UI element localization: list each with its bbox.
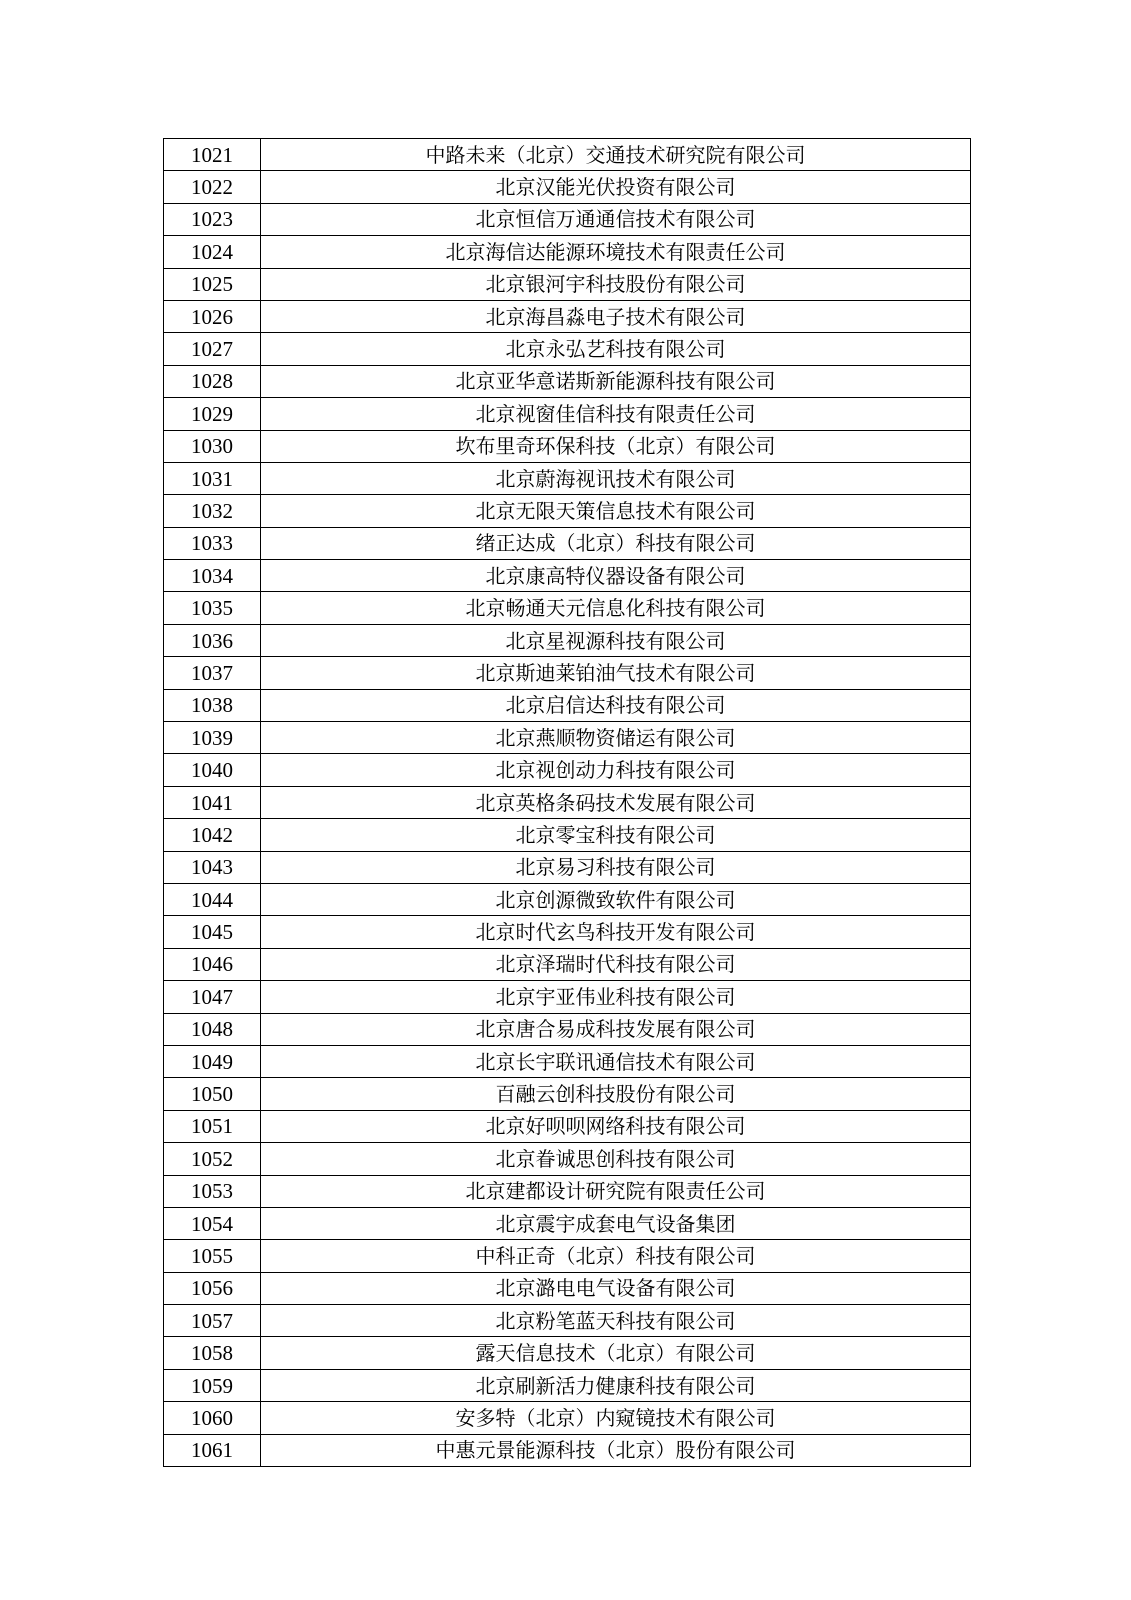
- company-name: 北京燕顺物资储运有限公司: [261, 722, 971, 754]
- company-name: 北京海信达能源环境技术有限责任公司: [261, 236, 971, 268]
- row-number: 1023: [164, 203, 261, 235]
- company-name: 北京长宇联讯通信技术有限公司: [261, 1045, 971, 1077]
- table-row: [164, 948, 971, 980]
- row-number: 1022: [164, 171, 261, 203]
- company-name: 中惠元景能源科技（北京）股份有限公司: [261, 1434, 971, 1466]
- table-row: [164, 786, 971, 818]
- row-number: 1061: [164, 1434, 261, 1466]
- company-name: 安多特（北京）内窥镜技术有限公司: [261, 1402, 971, 1434]
- company-list-table: [163, 138, 971, 1467]
- table-row: [164, 300, 971, 332]
- table-row: [164, 1175, 971, 1207]
- table-row: [164, 1240, 971, 1272]
- table-row: [164, 1045, 971, 1077]
- company-name: 坎布里奇环保科技（北京）有限公司: [261, 430, 971, 462]
- company-name: 北京刷新活力健康科技有限公司: [261, 1369, 971, 1401]
- table-row: [164, 1143, 971, 1175]
- table-row: [164, 203, 971, 235]
- table-row: [164, 722, 971, 754]
- row-number: 1041: [164, 786, 261, 818]
- row-number: 1044: [164, 883, 261, 915]
- company-name: 北京视窗佳信科技有限责任公司: [261, 398, 971, 430]
- row-number: 1025: [164, 268, 261, 300]
- table-row: [164, 268, 971, 300]
- row-number: 1054: [164, 1207, 261, 1239]
- table-row: [164, 916, 971, 948]
- company-name: 北京亚华意诺斯新能源科技有限公司: [261, 365, 971, 397]
- company-name: 北京视创动力科技有限公司: [261, 754, 971, 786]
- row-number: 1037: [164, 657, 261, 689]
- company-name: 北京唐合易成科技发展有限公司: [261, 1013, 971, 1045]
- company-name: 北京海昌淼电子技术有限公司: [261, 300, 971, 332]
- row-number: 1043: [164, 851, 261, 883]
- row-number: 1055: [164, 1240, 261, 1272]
- table-row: [164, 883, 971, 915]
- company-name: 北京康高特仪器设备有限公司: [261, 560, 971, 592]
- company-list-table-container: [163, 138, 971, 1467]
- company-name: 北京斯迪莱铂油气技术有限公司: [261, 657, 971, 689]
- row-number: 1038: [164, 689, 261, 721]
- company-name: 北京宇亚伟业科技有限公司: [261, 981, 971, 1013]
- company-name: 北京银河宇科技股份有限公司: [261, 268, 971, 300]
- company-name: 北京启信达科技有限公司: [261, 689, 971, 721]
- company-name: 中路未来（北京）交通技术研究院有限公司: [261, 139, 971, 171]
- company-name: 北京震宇成套电气设备集团: [261, 1207, 971, 1239]
- company-name: 北京星视源科技有限公司: [261, 624, 971, 656]
- table-row: [164, 1434, 971, 1466]
- company-name: 北京零宝科技有限公司: [261, 819, 971, 851]
- company-name: 北京永弘艺科技有限公司: [261, 333, 971, 365]
- company-name: 北京畅通天元信息化科技有限公司: [261, 592, 971, 624]
- row-number: 1060: [164, 1402, 261, 1434]
- row-number: 1032: [164, 495, 261, 527]
- table-row: [164, 398, 971, 430]
- company-name: 北京易习科技有限公司: [261, 851, 971, 883]
- row-number: 1030: [164, 430, 261, 462]
- row-number: 1050: [164, 1078, 261, 1110]
- table-row: [164, 624, 971, 656]
- table-row: [164, 592, 971, 624]
- company-name: 北京泽瑞时代科技有限公司: [261, 948, 971, 980]
- row-number: 1021: [164, 139, 261, 171]
- company-name: 北京汉能光伏投资有限公司: [261, 171, 971, 203]
- table-row: [164, 657, 971, 689]
- table-row: [164, 1305, 971, 1337]
- company-name: 北京蔚海视讯技术有限公司: [261, 462, 971, 494]
- company-name: 北京创源微致软件有限公司: [261, 883, 971, 915]
- table-row: [164, 1110, 971, 1142]
- company-name: 北京好呗呗网络科技有限公司: [261, 1110, 971, 1142]
- table-row: [164, 1272, 971, 1304]
- table-row: [164, 1369, 971, 1401]
- row-number: 1034: [164, 560, 261, 592]
- row-number: 1039: [164, 722, 261, 754]
- row-number: 1058: [164, 1337, 261, 1369]
- company-name: 北京英格条码技术发展有限公司: [261, 786, 971, 818]
- table-row: [164, 1337, 971, 1369]
- company-name: 北京无限天策信息技术有限公司: [261, 495, 971, 527]
- row-number: 1024: [164, 236, 261, 268]
- table-row: [164, 139, 971, 171]
- row-number: 1049: [164, 1045, 261, 1077]
- company-name: 北京建都设计研究院有限责任公司: [261, 1175, 971, 1207]
- row-number: 1046: [164, 948, 261, 980]
- table-row: [164, 495, 971, 527]
- row-number: 1031: [164, 462, 261, 494]
- row-number: 1027: [164, 333, 261, 365]
- row-number: 1029: [164, 398, 261, 430]
- company-name: 北京眷诚思创科技有限公司: [261, 1143, 971, 1175]
- table-row: [164, 236, 971, 268]
- row-number: 1033: [164, 527, 261, 559]
- table-row: [164, 171, 971, 203]
- company-name: 北京潞电电气设备有限公司: [261, 1272, 971, 1304]
- company-name: 北京恒信万通通信技术有限公司: [261, 203, 971, 235]
- table-row: [164, 333, 971, 365]
- row-number: 1052: [164, 1143, 261, 1175]
- row-number: 1047: [164, 981, 261, 1013]
- company-name: 北京时代玄鸟科技开发有限公司: [261, 916, 971, 948]
- company-name: 中科正奇（北京）科技有限公司: [261, 1240, 971, 1272]
- row-number: 1048: [164, 1013, 261, 1045]
- table-row: [164, 365, 971, 397]
- row-number: 1056: [164, 1272, 261, 1304]
- row-number: 1042: [164, 819, 261, 851]
- row-number: 1026: [164, 300, 261, 332]
- company-name: 北京粉笔蓝天科技有限公司: [261, 1305, 971, 1337]
- row-number: 1059: [164, 1369, 261, 1401]
- table-row: [164, 1207, 971, 1239]
- table-row: [164, 430, 971, 462]
- row-number: 1040: [164, 754, 261, 786]
- row-number: 1053: [164, 1175, 261, 1207]
- row-number: 1028: [164, 365, 261, 397]
- row-number: 1057: [164, 1305, 261, 1337]
- row-number: 1036: [164, 624, 261, 656]
- table-row: [164, 527, 971, 559]
- row-number: 1035: [164, 592, 261, 624]
- table-row: [164, 754, 971, 786]
- table-row: [164, 689, 971, 721]
- row-number: 1051: [164, 1110, 261, 1142]
- company-name: 绪正达成（北京）科技有限公司: [261, 527, 971, 559]
- table-row: [164, 1402, 971, 1434]
- table-row: [164, 1078, 971, 1110]
- table-row: [164, 981, 971, 1013]
- table-row: [164, 851, 971, 883]
- table-row: [164, 560, 971, 592]
- company-name: 露天信息技术（北京）有限公司: [261, 1337, 971, 1369]
- table-body: [164, 139, 971, 1467]
- table-row: [164, 1013, 971, 1045]
- table-row: [164, 462, 971, 494]
- table-row: [164, 819, 971, 851]
- row-number: 1045: [164, 916, 261, 948]
- company-name: 百融云创科技股份有限公司: [261, 1078, 971, 1110]
